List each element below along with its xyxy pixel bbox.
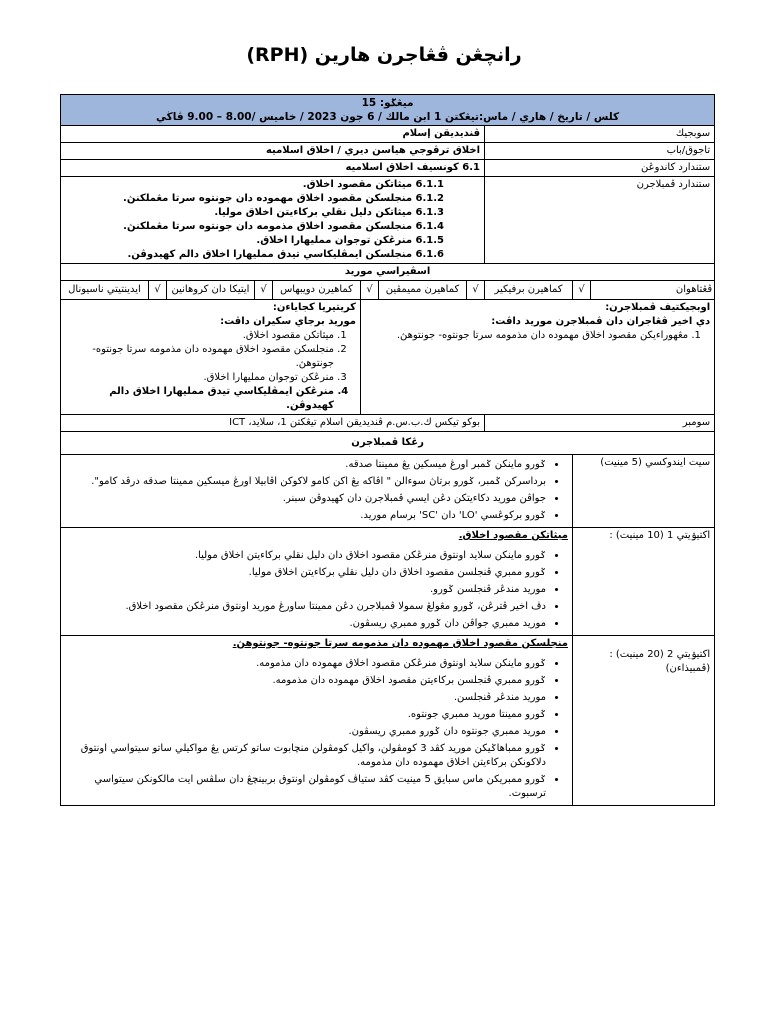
- success-criteria-cell: [61, 300, 361, 415]
- resources-value: بوكو تيكس ك.ب.س.م ڤنديديقن اسلام تيڠكتن 1، سلايد، ICT: [61, 415, 485, 432]
- activity2-content: [61, 636, 573, 806]
- activity1-title: ميثاتكن مقصود اخلاق.: [458, 530, 568, 541]
- list-item: • جواڤن موريد دكاءيتكن دڠن ايسي ڤمبلاجرن دان كهيدوڤن سبنر.: [65, 492, 546, 506]
- activity1-label: اكتيۏيتي 1 (10 مينيت) :: [573, 528, 715, 636]
- resources-label: سومبر: [485, 415, 715, 432]
- objective-subtitle: دي اخير ڤڠاجران دان ڤمبلاجرن موريد داڤت:: [491, 316, 711, 327]
- topic-value: اخلاق ترڤوجي هياسن ديري / اخلاق اسلاميه: [61, 143, 485, 160]
- list-item: • ݢورو ممباهاݢيكن موريد كڤد 3 كومڤولن، واكيل كومڤولن منچابوت ساتو كرتس يڠ مواكيلي ساتو سيتواسي اونتوق دلاكونكن بركاءيتن اخلاق مهموده دان مذمومه.: [65, 742, 546, 770]
- list-item: • ݢورو ممبري ڤنجلسن مقصود اخلاق دان دليل نقلي بركاءيتن اخلاق موليا.: [65, 566, 546, 580]
- list-item: • ݢورو ممبري ڤنجلسن بركاءيتن مقصود اخلاق مهموده دان مذمومه.: [65, 674, 546, 688]
- aspiration-title: اسڤيراسي موريد: [61, 264, 715, 281]
- learning-standard-item: 6.1.6 منجلسكن ايمڤليكاسي تيدق ممليهارا اخلاق دالم كهيدوڤن.: [127, 249, 444, 260]
- learning-standard-item: 6.1.1 ميثاتكن مقصود اخلاق.: [302, 179, 444, 190]
- plan-header: [61, 95, 715, 126]
- aspiration-label-bilingual: كماهيرن دويبهاس: [273, 281, 361, 300]
- aspiration-check: √: [467, 281, 485, 300]
- criteria-item: 2. منجلسكن مقصود اخلاق مهموده دان مذمومه سرتا جونتوه- جونتوهڽ.: [65, 343, 334, 371]
- list-item: • ݢورو بركوڠسي 'LO' دان 'SC' برسام موريد.: [65, 509, 546, 523]
- lesson-plan-table: [60, 94, 715, 806]
- learning-standard-item: 6.1.5 منرڠكن توجوان ممليهارا اخلاق.: [256, 235, 444, 246]
- list-item: • ݢورو ممبريكن ماس سبايق 5 مينيت كڤد ستياڤ كومڤولن اونتوق بربينچڠ دان سلڤس ايت مالكونكن سيتواسي ترسبوت.: [65, 773, 546, 801]
- list-item: • موريد ممبري جواڤن دان ݢورو ممبري ريسڤون.: [65, 617, 546, 631]
- aspiration-label-national-identity: ايدينتيتي ناسيونال: [61, 281, 149, 300]
- objective-item: 1. مڠهوراءيكن مقصود اخلاق مهموده دان مذمومه سرتا جونتوه- جونتوهڽ.: [365, 329, 688, 343]
- set-induction-content: [61, 455, 573, 528]
- criteria-title: كريتيريا كجاياءن:: [272, 302, 356, 313]
- aspiration-label-knowledge: ڤڠتاهوان: [591, 281, 715, 300]
- class-date-label: كلس / تاريخ / هاري / ماس:تيڠكتن 1 ابن مالك / 6 جون 2023 / خاميس /8.00 – 9.00 ڤاڬي: [156, 111, 620, 123]
- list-item: • موريد مندڠر ڤنجلسن.: [65, 691, 546, 705]
- criteria-item: 1. ميثاتكن مقصود اخلاق.: [65, 329, 334, 343]
- aspiration-check: √: [573, 281, 591, 300]
- list-item: • ݢورو ممينتا موريد ممبري جونتوه.: [65, 708, 546, 722]
- list-item: • برداسركن ݢمبر، ݢورو برتاڽ سوءالن " اڤاكه يڠ اكن كامو لاكوكن اڤابيلا اورڠ ميسكين ممينتا صدقه درڤد كامو".: [65, 475, 546, 489]
- criteria-item: 4. منرڠكن ايمڤليكاسي تيدق ممليهارا اخلاق دالم كهيدوڤن.: [65, 385, 334, 413]
- topic-label: تاجوق/باب: [485, 143, 715, 160]
- criteria-subtitle: موريد برجاي سکيران داڤت:: [220, 316, 356, 327]
- learning-standard-item: 6.1.2 منجلسكن مقصود اخلاق مهموده دان جونتوه سرتا مڠملكنڽ.: [123, 193, 444, 204]
- learning-standards-cell: [61, 177, 485, 264]
- list-item: • ݢورو ماينكن سلايد اونتوق منرڠكن مقصود اخلاق مهموده دان مذمومه.: [65, 657, 546, 671]
- activity1-content: [61, 528, 573, 636]
- aspiration-label-thinking: كماهيرن برفيكير: [485, 281, 573, 300]
- subject-value: ڤنديديقن إسلام: [61, 126, 485, 143]
- learning-standard-item: 6.1.3 ميثاتكن دليل نقلي بركاءيتن اخلاق موليا.: [214, 207, 444, 218]
- aspiration-check: √: [361, 281, 379, 300]
- learning-standard-label: ستندارد ڤمبلاجرن: [485, 177, 715, 264]
- activity2-title: منجلسكن مقصود اخلاق مهموده دان مذمومه سرتا جونتوه- جونتوهڽ.: [232, 638, 568, 649]
- page-title: رانچڠن ڤڠاجرن هارين (RPH): [246, 44, 522, 66]
- list-item: • دڤ اخير ڤترڠن، ݢورو مڠولڠ سمولا ڤمبلاجرن دڠن ممينتا ساورڠ موريد اونتوق منرڠكن مقصود اخلاق.: [65, 600, 546, 614]
- list-item: • ݢورو ماينكن سلايد اونتوق منرڠكن مقصود اخلاق دان دليل نقلي بركاءيتن اخلاق موليا.: [65, 549, 546, 563]
- aspiration-label-leadership: كماهيرن مميمڤين: [379, 281, 467, 300]
- set-induction-label: سيت ايندوكسي (5 مينيت): [573, 455, 715, 528]
- activity2-label: اكتيۏيتي 2 (20 مينيت) : (ڤمبيذاءن): [573, 636, 715, 806]
- aspiration-check: √: [149, 281, 167, 300]
- list-item: • موريد ممبري جونتوه دان ݢورو ممبري ريسڤون.: [65, 725, 546, 739]
- list-item: • موريد مندڠر ڤنجلسن ݢورو.: [65, 583, 546, 597]
- activities-title: رڠكا ڤمبلاجرن: [61, 432, 715, 455]
- content-standard-value: 6.1 كونسيف اخلاق اسلاميه: [61, 160, 485, 177]
- subject-label: سوبجيك: [485, 126, 715, 143]
- content-standard-label: ستندارد كاندوڠن: [485, 160, 715, 177]
- list-item: • ݢورو ماينكن ݢمبر اورڠ ميسكين يڠ ممينتا صدقه.: [65, 458, 546, 472]
- learning-standard-item: 6.1.4 منجلسكن مقصود اخلاق مذمومه دان جونتوه سرتا مڠملكنڽ.: [123, 221, 444, 232]
- learning-objective-cell: [361, 300, 715, 415]
- objective-title: اوبجيكتيف ڤمبلاجرن:: [605, 302, 711, 313]
- criteria-item: 3. منرڠكن توجوان ممليهارا اخلاق.: [65, 371, 334, 385]
- aspiration-check: √: [255, 281, 273, 300]
- week-label: ميڠݢو: 15: [361, 97, 414, 109]
- aspiration-label-ethics: ايتيكا دان كروهانين: [167, 281, 255, 300]
